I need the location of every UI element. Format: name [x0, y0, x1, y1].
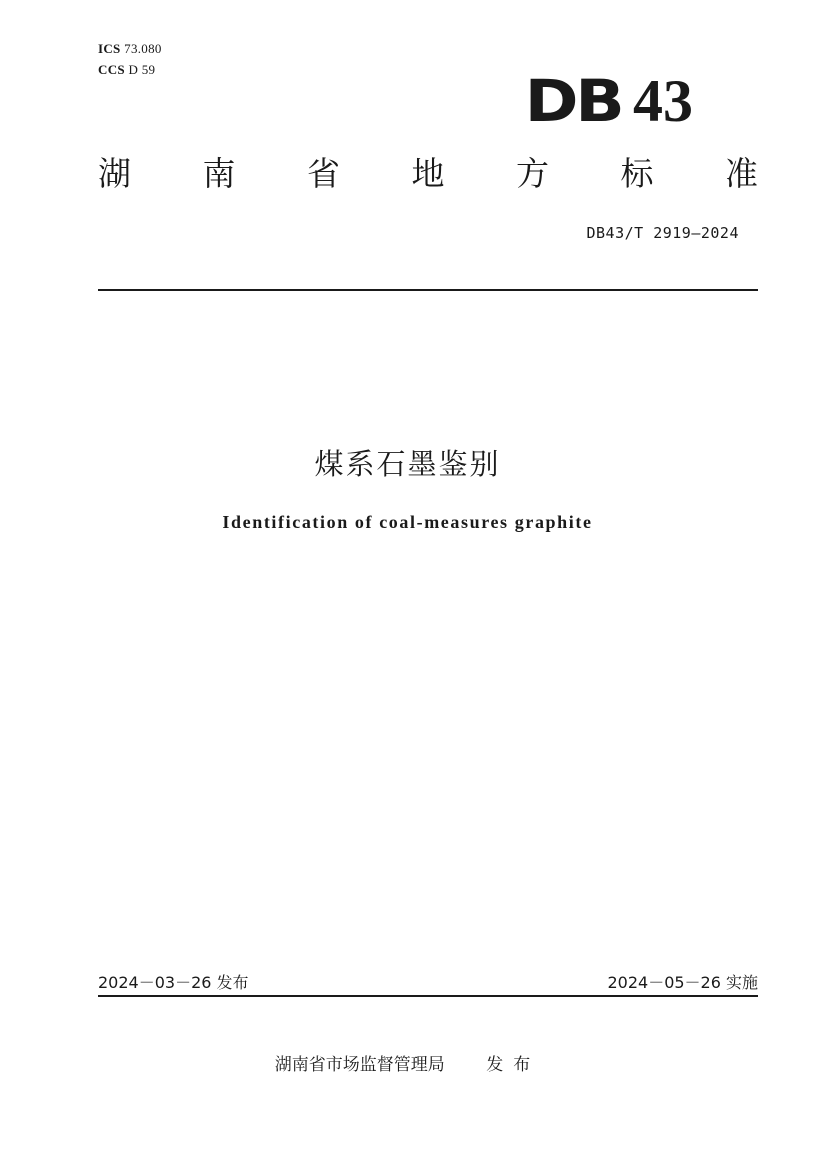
logo-code: 43	[633, 68, 693, 134]
ics-label: ICS	[98, 41, 121, 56]
standard-type-heading	[98, 152, 758, 196]
standard-type-char: 标	[620, 154, 654, 193]
footer-divider	[98, 995, 758, 997]
standard-type-char: 方	[516, 154, 549, 193]
logo-prefix: DB	[524, 67, 621, 135]
standard-type-char: 南	[202, 154, 236, 193]
header-divider	[98, 289, 758, 291]
ccs-value: D 59	[128, 62, 156, 77]
db43-logo	[524, 67, 693, 135]
standard-type-char: 湖	[98, 154, 131, 193]
implement-date: 2024－05－26 实施	[607, 973, 758, 992]
ics-value: 73.080	[124, 41, 162, 56]
ccs-code	[98, 59, 162, 80]
standard-type-char: 地	[411, 154, 445, 193]
issuer-line	[0, 1050, 815, 1075]
ics-code	[98, 38, 162, 59]
document-title-cn: 煤系石墨鉴别	[314, 447, 501, 481]
issue-action: 发布	[486, 1055, 541, 1075]
standard-number: DB43/T 2919—2024	[586, 224, 739, 242]
ccs-label: CCS	[98, 62, 125, 77]
standard-type-char: 省	[307, 154, 340, 193]
document-title-en: Identification of coal-measures graphite	[222, 512, 593, 532]
issuing-organization: 湖南省市场监督管理局	[274, 1055, 445, 1075]
standard-type-char: 准	[725, 154, 758, 193]
publish-date: 2024－03－26 发布	[98, 973, 249, 992]
classification-codes	[98, 38, 162, 80]
